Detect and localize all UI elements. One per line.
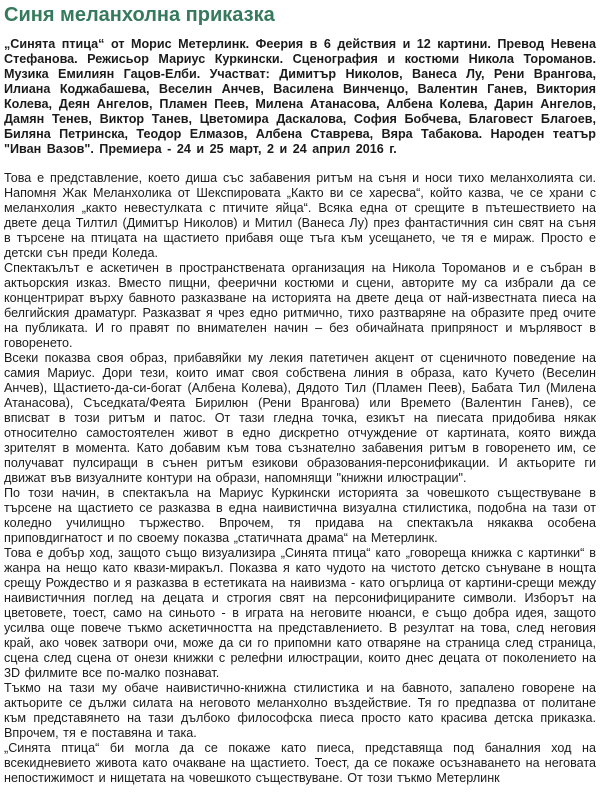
article-title: Синя меланхолна приказка	[4, 4, 275, 26]
article-paragraph: „Синята птица“ би могла да се покаже като пиеса, представяща под баналния ход на всекидневието живота като очакване на щастието. Тоест, да се покаже осъзнаването на неговата непостижимост и нищетата на човешкото съществуване. От този тъкмо Метерлинк	[4, 741, 596, 785]
article-paragraph: Това е добър ход, защото също визуализира „Синята птица“ като „говореща книжка с картинки“ в жанра на нещо като квази-миракъл. Показва я като чудото на чистото детско сънуване в нощта срещу Рождество и я разказва в естетиката на наивизма - като огърлица от картини-срещи между наивистичния поглед на децата и строгия свят на персонифицираните символи. Изборът на цветовете, тоест, само на синьото - в играта на неговите нюанси, е също добра идея, защото усилва още повече тъкмо аскетичността на представлението. В резултат на това, след неговия край, ако човек затвори очи, може да си го припомни като отваряне на страница след страница, сцена след сцена от онези книжки с релефни илюстрации, които днес децата от поколението на 3D филмите все по-малко познават.	[4, 546, 596, 680]
article-paragraph: Тъкмо на тази му обаче наивистично-книжна стилистика и на бавното, запалено говорене на актьорите се дължи силата на неговото меланхолно въздействие. Тя го предпазва от политане към представянето на тази дълбоко философска пиеса просто като красива детска приказка. Впрочем, тя е поставяна и така.	[4, 681, 596, 740]
article-paragraph: Всеки показва своя образ, прибавяйки му лекия патетичен акцент от сценичното поведение на самия Мариус. Дори тези, които имат своя собствена линия в образа, като Кучето (Веселин Анчев), Щастието-да-си-богат (Албена Колева), Дядото Тил (Пламен Пеев), Бабата Тил (Милена Атанасова), Съседката/Феята Бирилюн (Рени Врангова) или Времето (Валентин Ганев), се вписват в този ритъм и патос. От тази гледна точка, езикът на пиесата придобива някак относително самостоятелен живот в едно дискретно отчуждение от картината, която вижда зрителят в момента. Като добавим към това съзнателно забавения ритъм в говоренето им, се получават пулсиращи в сънен ритъм езикови образования-персонификации. И актьорите ги движат във визуалните контури на образи, напомнящи "книжни илюстрации".	[4, 351, 596, 485]
article-paragraph: Спектакълът е аскетичен в пространствената организация на Никола Тороманов и е събран в актьорския изказ. Вместо пищни, феерични костюми и сцени, авторите му са избрали да се концентрират върху бавното разказване на историята на двете деца от най-известната пиеса на белгийския драматург. Разказват я чрез едно ритмично, тихо разтваряне на образите пред очите на публиката. И го правят по внимателен начин – без обичайната припряност и мърлявост в говоренето.	[4, 261, 596, 350]
article-lead-paragraph: „Синята птица“ от Морис Метерлинк. Феерия в 6 действия и 12 картини. Превод Невена Стефанова. Режисьор Мариус Куркински. Сценография и костюми Никола Тороманов. Музика Емилиян Гацов-Елби. Участват: Димитър Николов, Ванеса Лу, Рени Врангова, Илиана Коджабашева, Веселин Анчев, Василена Винченцо, Валентин Ганев, Виктория Колева, Деян Ангелов, Пламен Пеев, Милена Атанасова, Албена Колева, Дарин Ангелов, Дамян Тенев, Виктор Танев, Цветомира Даскалова, София Бобчева, Благовест Благоев, Биляна Петринска, Теодор Елмазов, Албена Ставрева, Вяра Табакова. Народен театър "Иван Вазов". Премиера - 24 и 25 март, 2 и 24 април 2016 г.	[4, 37, 596, 156]
article-paragraph: Това е представление, което диша със забавения ритъм на съня и носи тихо меланхолията си. Напомня Жак Меланхолика от Шекспировата „Както ви се харесва“, който казва, че се храни с меланхолия „както невестулката с птичите яйца“. Всяка една от срещите в пътешествието на двете деца Тилтил (Димитър Николов) и Митил (Ванеса Лу) през фантастичния син свят на съня в търсене на птицата на щастието прибавя още тъга към усещането, че тя е мираж. Просто е детски сън преди Коледа.	[4, 171, 596, 260]
article-paragraph: По този начин, в спектакъла на Мариус Куркински историята за човешкото съществуване в търсене на щастието се разказва в една наивистична визуална стилистика, подобна на тази от коледно училищно тържество. Впрочем, тя придава на спектакъла някаква особена приповдигнатост и по своему показва „статичната драма“ на Метерлинк.	[4, 486, 596, 545]
